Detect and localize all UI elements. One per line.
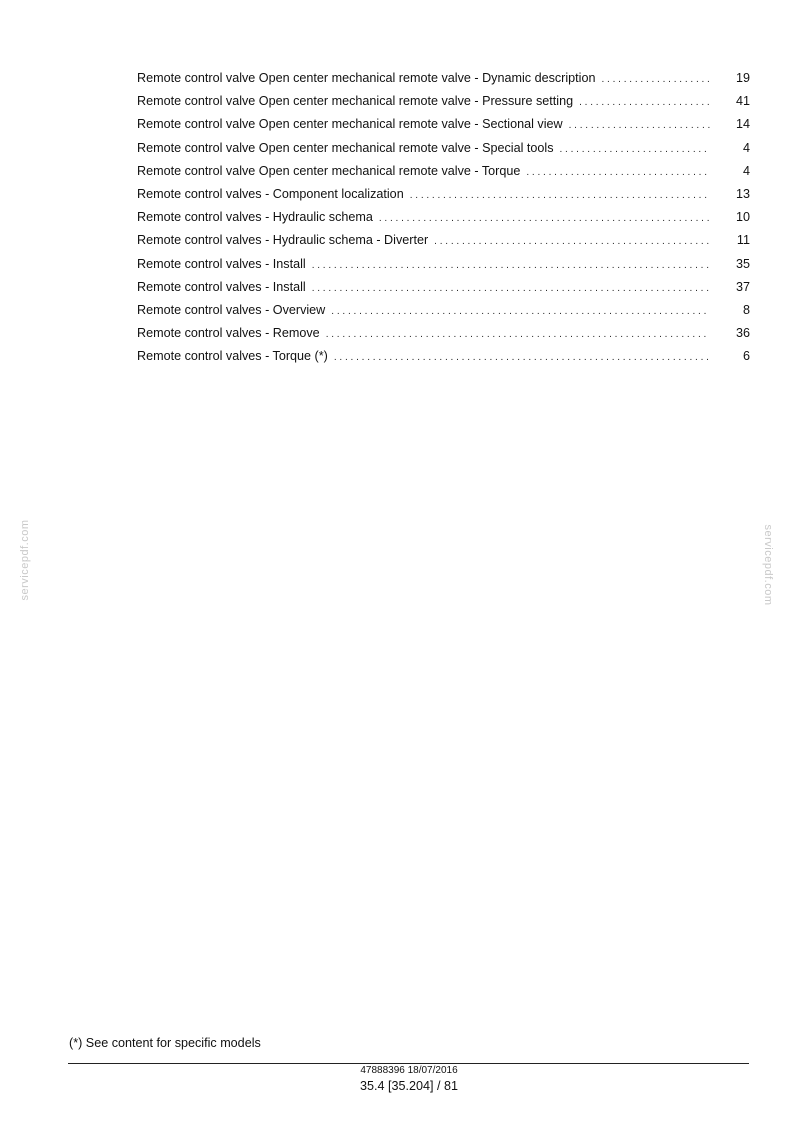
toc-entry-title: Remote control valve Open center mechanical remote valve - Torque — [137, 163, 521, 178]
toc-entry-page: 6 — [742, 349, 750, 364]
toc-entry[interactable] — [137, 229, 750, 252]
toc-entry[interactable] — [137, 183, 750, 206]
toc-entry[interactable] — [137, 90, 750, 113]
toc-entry-page: 19 — [735, 71, 750, 85]
dot-leader — [334, 346, 710, 369]
document-reference: 47888396 18/07/2016 — [360, 1065, 458, 1076]
dot-leader — [312, 254, 710, 277]
table-of-contents — [137, 67, 750, 368]
toc-entry-title: Remote control valves - Overview — [137, 302, 326, 317]
toc-entry-title: Remote control valve Open center mechanical remote valve - Dynamic description — [137, 71, 596, 85]
toc-entry-title: Remote control valves - Install — [137, 256, 306, 271]
toc-entry[interactable] — [137, 113, 750, 136]
dot-leader — [410, 184, 710, 207]
toc-entry[interactable] — [137, 160, 750, 183]
toc-entry-title: Remote control valves - Hydraulic schema - Diverter — [137, 233, 429, 248]
footnote: (*) See content for specific models — [69, 1036, 261, 1050]
toc-entry-page: 37 — [735, 279, 750, 294]
toc-entry-page: 41 — [735, 94, 750, 109]
toc-entry-page: 35 — [735, 256, 750, 271]
dot-leader — [434, 230, 710, 253]
toc-entry-page: 8 — [742, 302, 750, 317]
toc-entry-title: Remote control valve Open center mechanical remote valve - Special tools — [137, 140, 554, 155]
toc-entry[interactable] — [137, 67, 750, 90]
toc-entry-title: Remote control valves - Remove — [137, 326, 320, 341]
dot-leader — [326, 323, 710, 346]
dot-leader — [569, 114, 710, 137]
dot-leader — [579, 91, 710, 114]
toc-entry-page: 4 — [742, 163, 750, 178]
toc-entry-page: 13 — [735, 186, 750, 201]
toc-entry-title: Remote control valves - Hydraulic schema — [137, 210, 373, 225]
toc-entry[interactable] — [137, 206, 750, 229]
dot-leader — [331, 300, 710, 323]
toc-entry-page: 11 — [736, 233, 750, 248]
toc-entry[interactable] — [137, 137, 750, 160]
footer-divider — [68, 1063, 749, 1064]
toc-entry-title: Remote control valves - Component localization — [137, 186, 404, 201]
toc-entry[interactable] — [137, 276, 750, 299]
toc-entry-title: Remote control valve Open center mechanical remote valve - Pressure setting — [137, 94, 574, 109]
toc-entry[interactable] — [137, 299, 750, 322]
toc-entry-page: 14 — [735, 117, 750, 132]
toc-entry-title: Remote control valves - Torque (*) — [137, 349, 328, 364]
watermark-right: servicepdf.com — [762, 524, 774, 606]
toc-entry-page: 36 — [735, 326, 750, 341]
page-number: 35.4 [35.204] / 81 — [359, 1079, 459, 1093]
dot-leader — [312, 277, 710, 300]
toc-entry[interactable] — [137, 345, 750, 368]
toc-entry[interactable] — [137, 322, 750, 345]
toc-entry-page: 4 — [742, 140, 750, 155]
toc-entry[interactable] — [137, 253, 750, 276]
watermark-left: servicepdf.com — [19, 519, 31, 601]
toc-entry-title: Remote control valves - Install — [137, 279, 306, 294]
toc-entry-page: 10 — [735, 210, 750, 225]
dot-leader — [526, 161, 710, 184]
dot-leader — [379, 207, 710, 230]
toc-entry-title: Remote control valve Open center mechanical remote valve - Sectional view — [137, 117, 563, 132]
dot-leader — [601, 68, 710, 91]
dot-leader — [560, 138, 711, 161]
